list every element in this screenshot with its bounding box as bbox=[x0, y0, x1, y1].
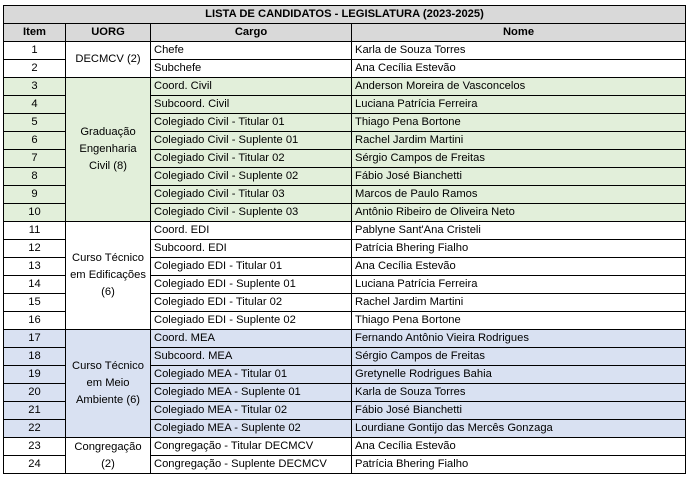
uorg-cell: Curso Técnico em Edificações (6) bbox=[66, 222, 151, 330]
nome-cell: Patrícia Bhering Fialho bbox=[352, 456, 686, 474]
cargo-cell: Subcoord. EDI bbox=[151, 240, 352, 258]
item-cell: 12 bbox=[4, 240, 66, 258]
item-cell: 8 bbox=[4, 168, 66, 186]
nome-cell: Thiago Pena Bortone bbox=[352, 312, 686, 330]
cargo-cell: Colegiado Civil - Titular 01 bbox=[151, 114, 352, 132]
nome-cell: Luciana Patrícia Ferreira bbox=[352, 96, 686, 114]
cargo-cell: Colegiado EDI - Titular 01 bbox=[151, 258, 352, 276]
nome-cell: Rachel Jardim Martini bbox=[352, 132, 686, 150]
cargo-cell: Colegiado Civil - Suplente 03 bbox=[151, 204, 352, 222]
cargo-cell: Colegiado EDI - Suplente 01 bbox=[151, 276, 352, 294]
table-row bbox=[4, 222, 686, 240]
cargo-cell: Coord. EDI bbox=[151, 222, 352, 240]
nome-cell: Patrícia Bhering Fialho bbox=[352, 240, 686, 258]
nome-cell: Gretynelle Rodrigues Bahia bbox=[352, 366, 686, 384]
cargo-cell: Colegiado MEA - Suplente 01 bbox=[151, 384, 352, 402]
item-cell: 15 bbox=[4, 294, 66, 312]
nome-cell: Marcos de Paulo Ramos bbox=[352, 186, 686, 204]
item-cell: 22 bbox=[4, 420, 66, 438]
cargo-cell: Colegiado Civil - Titular 02 bbox=[151, 150, 352, 168]
item-cell: 4 bbox=[4, 96, 66, 114]
table-row bbox=[4, 438, 686, 456]
item-cell: 16 bbox=[4, 312, 66, 330]
nome-cell: Pablyne Sant'Ana Cristeli bbox=[352, 222, 686, 240]
nome-cell: Ana Cecília Estevão bbox=[352, 60, 686, 78]
cargo-cell: Chefe bbox=[151, 42, 352, 60]
cargo-cell: Colegiado MEA - Titular 02 bbox=[151, 402, 352, 420]
cargo-cell: Colegiado EDI - Suplente 02 bbox=[151, 312, 352, 330]
item-cell: 21 bbox=[4, 402, 66, 420]
nome-cell: Karla de Souza Torres bbox=[352, 42, 686, 60]
cargo-cell: Colegiado Civil - Titular 03 bbox=[151, 186, 352, 204]
uorg-cell: Graduação Engenharia Civil (8) bbox=[66, 78, 151, 222]
cargo-cell: Coord. Civil bbox=[151, 78, 352, 96]
cargo-cell: Coord. MEA bbox=[151, 330, 352, 348]
item-cell: 11 bbox=[4, 222, 66, 240]
table-row bbox=[4, 78, 686, 96]
nome-cell: Lourdiane Gontijo das Mercês Gonzaga bbox=[352, 420, 686, 438]
nome-cell: Sérgio Campos de Freitas bbox=[352, 348, 686, 366]
nome-cell: Anderson Moreira de Vasconcelos bbox=[352, 78, 686, 96]
nome-cell: Fernando Antônio Vieira Rodrigues bbox=[352, 330, 686, 348]
item-cell: 17 bbox=[4, 330, 66, 348]
header-item: Item bbox=[4, 24, 66, 42]
item-cell: 2 bbox=[4, 60, 66, 78]
nome-cell: Antônio Ribeiro de Oliveira Neto bbox=[352, 204, 686, 222]
item-cell: 14 bbox=[4, 276, 66, 294]
item-cell: 9 bbox=[4, 186, 66, 204]
item-cell: 10 bbox=[4, 204, 66, 222]
table-title: LISTA DE CANDIDATOS - LEGISLATURA (2023-2025) bbox=[4, 6, 686, 24]
cargo-cell: Colegiado Civil - Suplente 02 bbox=[151, 168, 352, 186]
candidates-table bbox=[3, 5, 686, 474]
header-nome: Nome bbox=[352, 24, 686, 42]
nome-cell: Fábio José Bianchetti bbox=[352, 168, 686, 186]
cargo-cell: Subcoord. MEA bbox=[151, 348, 352, 366]
title-row bbox=[4, 6, 686, 24]
uorg-cell: Curso Técnico em Meio Ambiente (6) bbox=[66, 330, 151, 438]
item-cell: 19 bbox=[4, 366, 66, 384]
cargo-cell: Colegiado EDI - Titular 02 bbox=[151, 294, 352, 312]
item-cell: 7 bbox=[4, 150, 66, 168]
header-cargo: Cargo bbox=[151, 24, 352, 42]
nome-cell: Karla de Souza Torres bbox=[352, 384, 686, 402]
table-row bbox=[4, 330, 686, 348]
item-cell: 23 bbox=[4, 438, 66, 456]
header-uorg: UORG bbox=[66, 24, 151, 42]
table-row bbox=[4, 42, 686, 60]
cargo-cell: Congregação - Titular DECMCV bbox=[151, 438, 352, 456]
header-row bbox=[4, 24, 686, 42]
table-body bbox=[4, 42, 686, 474]
cargo-cell: Colegiado MEA - Titular 01 bbox=[151, 366, 352, 384]
nome-cell: Fábio José Bianchetti bbox=[352, 402, 686, 420]
item-cell: 6 bbox=[4, 132, 66, 150]
item-cell: 13 bbox=[4, 258, 66, 276]
cargo-cell: Subchefe bbox=[151, 60, 352, 78]
nome-cell: Sérgio Campos de Freitas bbox=[352, 150, 686, 168]
nome-cell: Thiago Pena Bortone bbox=[352, 114, 686, 132]
cargo-cell: Subcoord. Civil bbox=[151, 96, 352, 114]
cargo-cell: Colegiado Civil - Suplente 01 bbox=[151, 132, 352, 150]
item-cell: 5 bbox=[4, 114, 66, 132]
uorg-cell: DECMCV (2) bbox=[66, 42, 151, 78]
nome-cell: Ana Cecília Estevão bbox=[352, 438, 686, 456]
nome-cell: Luciana Patrícia Ferreira bbox=[352, 276, 686, 294]
nome-cell: Rachel Jardim Martini bbox=[352, 294, 686, 312]
item-cell: 1 bbox=[4, 42, 66, 60]
item-cell: 18 bbox=[4, 348, 66, 366]
nome-cell: Ana Cecília Estevão bbox=[352, 258, 686, 276]
item-cell: 3 bbox=[4, 78, 66, 96]
cargo-cell: Congregação - Suplente DECMCV bbox=[151, 456, 352, 474]
item-cell: 20 bbox=[4, 384, 66, 402]
uorg-cell: Congregação (2) bbox=[66, 438, 151, 474]
item-cell: 24 bbox=[4, 456, 66, 474]
cargo-cell: Colegiado MEA - Suplente 02 bbox=[151, 420, 352, 438]
